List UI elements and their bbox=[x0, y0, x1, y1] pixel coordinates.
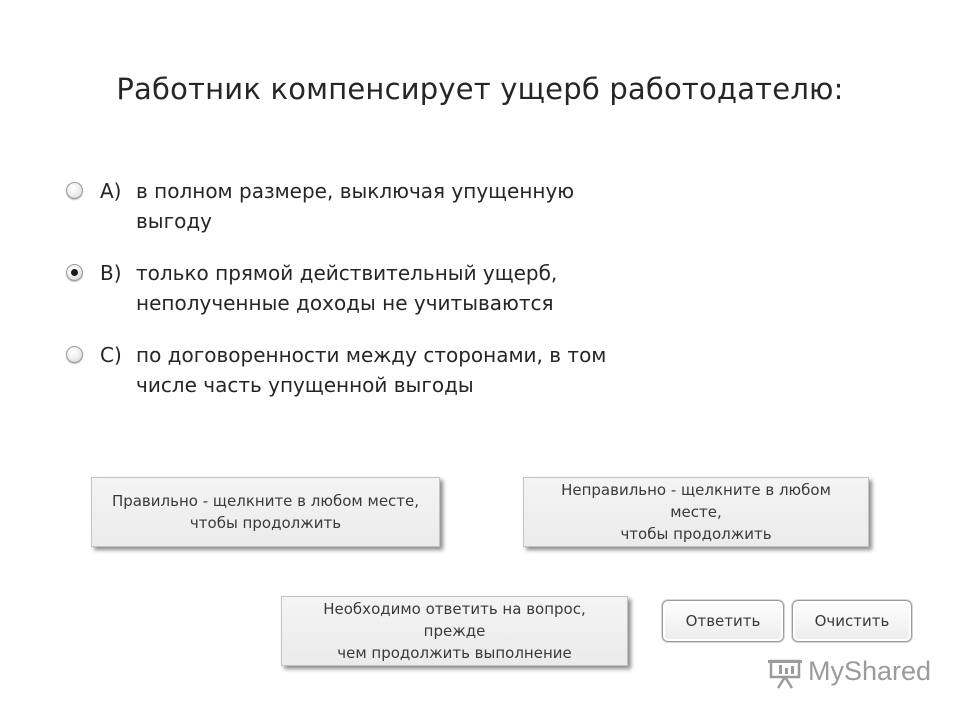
option-text-line1: по договоренности между сторонами, в том bbox=[136, 343, 607, 367]
radio-button-c[interactable] bbox=[66, 346, 83, 363]
option-letter: C) bbox=[100, 343, 122, 367]
feedback-line2: чтобы продолжить bbox=[620, 525, 772, 543]
feedback-line1: Необходимо ответить на вопрос, прежде bbox=[323, 600, 586, 640]
option-text-line1: только прямой действительный ущерб, bbox=[136, 261, 558, 285]
option-text-line2: числе часть упущенной выгоды bbox=[136, 373, 474, 397]
correct-feedback-box[interactable] bbox=[91, 477, 440, 547]
option-text-line2: неполученные доходы не учитываются bbox=[136, 291, 554, 315]
radio-button-a[interactable] bbox=[66, 182, 83, 199]
answer-required-box[interactable] bbox=[281, 596, 628, 666]
incorrect-feedback-box[interactable] bbox=[523, 477, 869, 547]
option-text-line1: в полном размере, выключая упущенную bbox=[136, 179, 575, 203]
feedback-line2: чтобы продолжить bbox=[189, 514, 342, 532]
option-letter: A) bbox=[100, 179, 122, 203]
submit-button[interactable]: Ответить bbox=[662, 600, 784, 642]
option-letter: B) bbox=[100, 261, 122, 285]
feedback-line1: Правильно - щелкните в любом месте, bbox=[111, 492, 420, 510]
radio-button-b[interactable] bbox=[66, 264, 83, 281]
feedback-line2: чем продолжить выполнение bbox=[337, 644, 572, 662]
question-title: Работник компенсирует ущерб работодателю: bbox=[116, 72, 844, 106]
clear-button[interactable]: Очистить bbox=[792, 600, 912, 642]
brand-logo bbox=[768, 656, 932, 690]
brand-name: MyShared bbox=[808, 656, 932, 686]
projector-icon bbox=[768, 658, 804, 690]
feedback-line1: Неправильно - щелкните в любом месте, bbox=[561, 481, 831, 521]
option-text-line2: выгоду bbox=[136, 209, 212, 233]
